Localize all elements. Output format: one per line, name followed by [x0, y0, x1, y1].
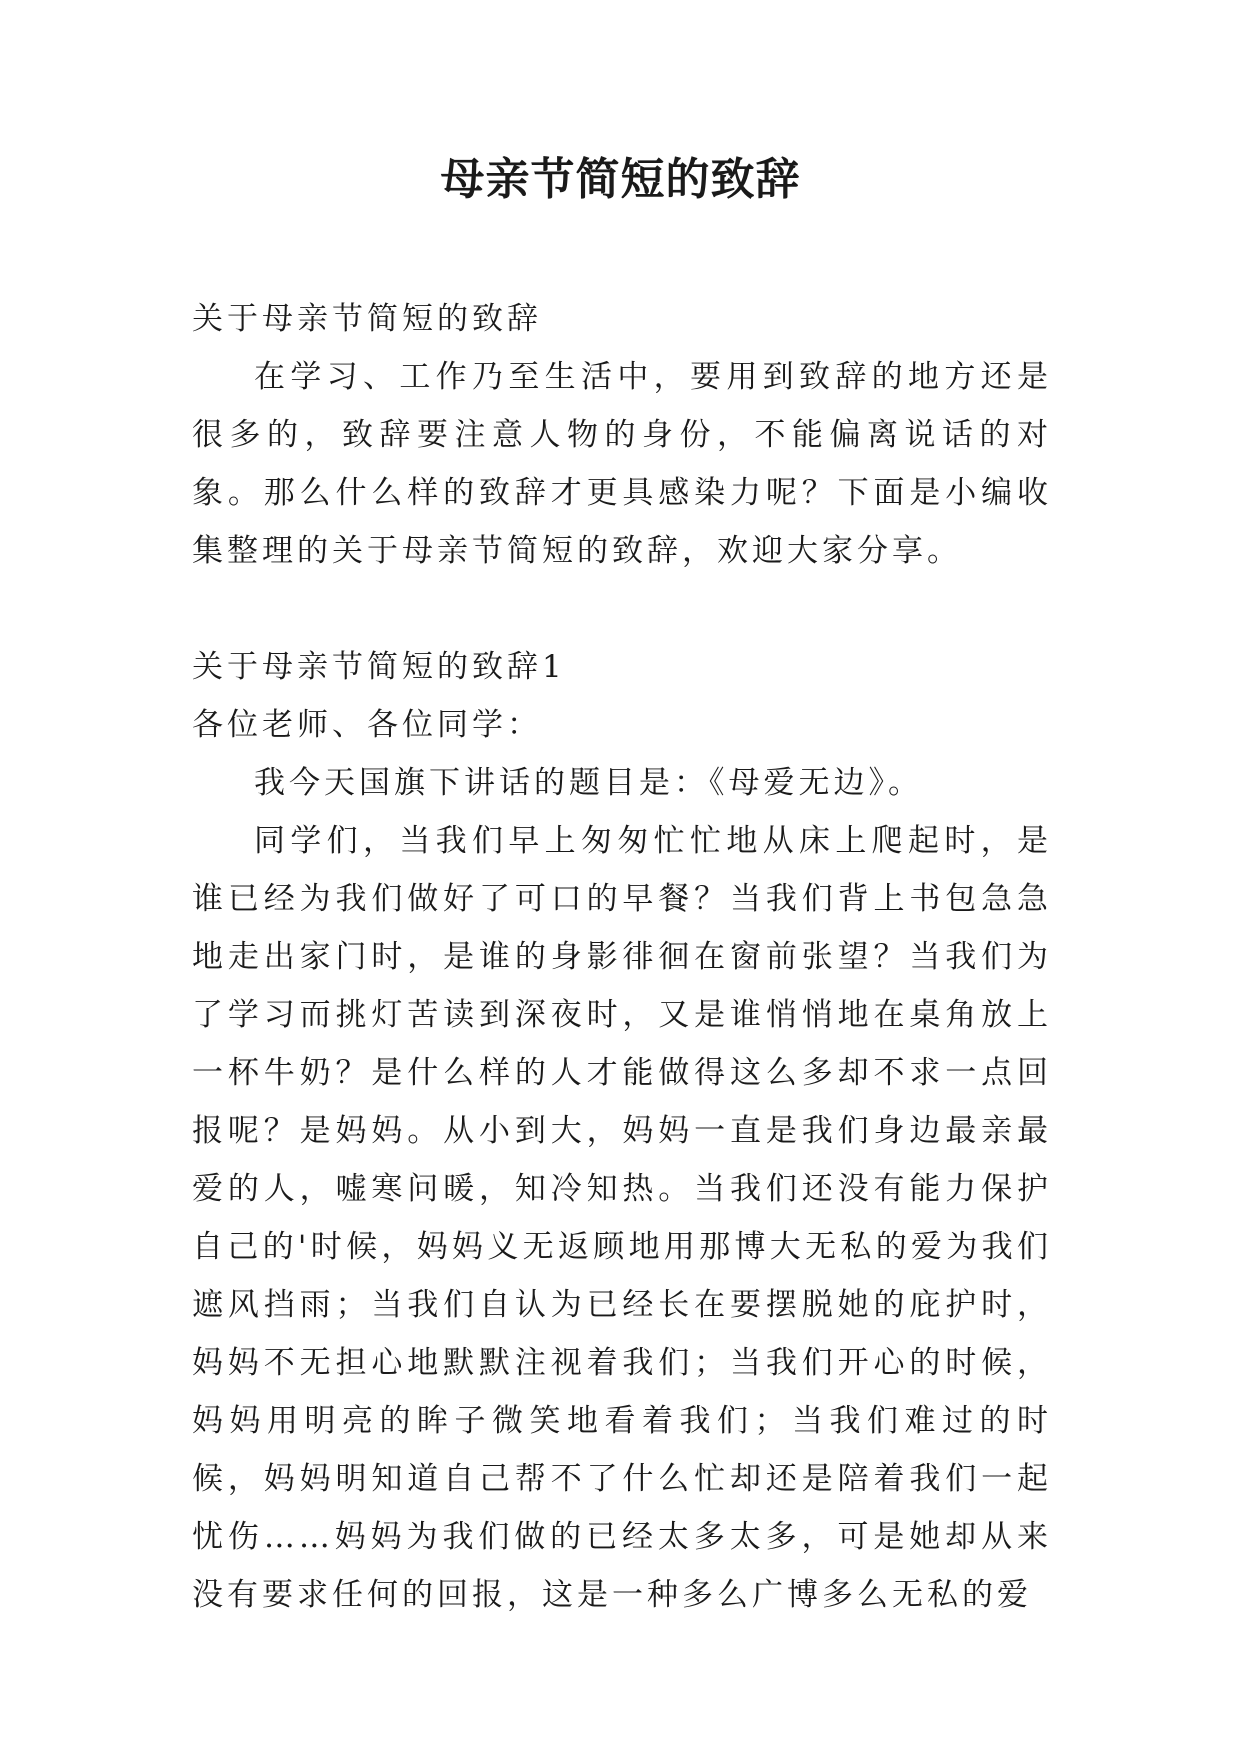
- salutation: 各位老师、各位同学：: [192, 707, 542, 743]
- document-title: 母亲节简短的致辞: [440, 154, 801, 205]
- speech-paragraph: 同学们，当我们早上匆匆忙忙地从床上爬起时，是谁已经为我们做好了可口的早餐？当我们背上书包急急地走出家门时，是谁的身影徘徊在窗前张望？当我们为了学习而挑灯苦读到深夜时，又是谁悄悄地在桌角放上一杯牛奶？是什么样的人才能做得这么多却不求一点回报呢？是妈妈。从小到大，妈妈一直是我们身边最亲最爱的人，嘘寒问暖，知冷知热。当我们还没有能力保护自己的'时候，妈妈义无返顾地用那博大无私的爱为我们遮风挡雨；当我们自认为已经长在要摆脱她的庇护时，妈妈不无担心地默默注视着我们；当我们开心的时候，妈妈用明亮的眸子微笑地看着我们；当我们难过的时候，妈妈明知道自己帮不了什么忙却还是陪着我们一起忧伤……妈妈为我们做的已经太多太多，可是她却从来没有要求任何的回报，这是一种多么广博多么无私的爱: [192, 823, 1052, 1613]
- speech-topic: 我今天国旗下讲话的题目是：《母爱无边》。: [254, 765, 923, 801]
- intro-heading: 关于母亲节简短的致辞: [192, 301, 542, 337]
- intro-paragraph: 在学习、工作乃至生活中，要用到致辞的地方还是很多的，致辞要注意人物的身份，不能偏离说话的对象。那么什么样的致辞才更具感染力呢？下面是小编收集整理的关于母亲节简短的致辞，欢迎大家分享。: [192, 359, 1052, 569]
- section-spacer: [192, 580, 1052, 638]
- document-body: [192, 290, 1052, 1624]
- section-heading: 关于母亲节简短的致辞1: [192, 649, 566, 685]
